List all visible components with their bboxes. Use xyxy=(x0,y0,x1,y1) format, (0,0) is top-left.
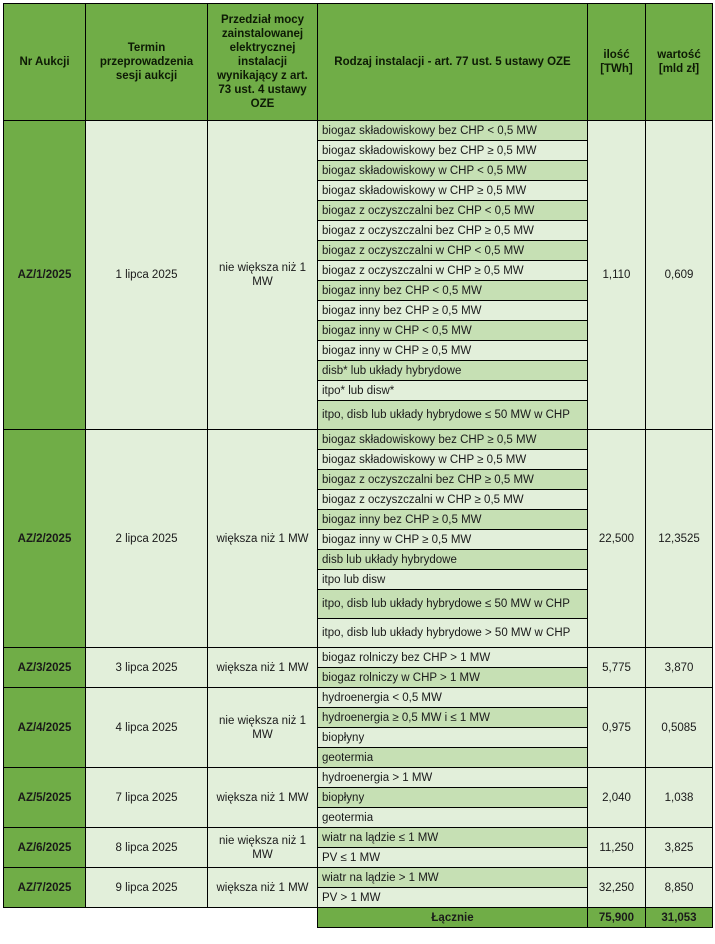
auction-quantity: 22,500 xyxy=(588,430,646,648)
auction-value: 0,5085 xyxy=(646,688,713,768)
table-row xyxy=(4,430,713,450)
auction-date: 1 lipca 2025 xyxy=(86,121,208,430)
installation-type: biogaz inny bez CHP ≥ 0,5 MW xyxy=(318,301,588,321)
installation-type: biogaz składowiskowy bez CHP < 0,5 MW xyxy=(318,121,588,141)
installation-type: itpo, disb lub układy hybrydowe ≤ 50 MW w CHP xyxy=(318,590,588,619)
installation-type: biogaz składowiskowy bez CHP ≥ 0,5 MW xyxy=(318,141,588,161)
total-label: Łącznie xyxy=(318,908,588,928)
auction-quantity: 11,250 xyxy=(588,828,646,868)
total-row xyxy=(4,908,713,928)
installation-type: wiatr na lądzie ≤ 1 MW xyxy=(318,828,588,848)
installation-type: itpo lub disw xyxy=(318,570,588,590)
installation-type: itpo, disb lub układy hybrydowe ≤ 50 MW w CHP xyxy=(318,401,588,430)
installation-type: biogaz z oczyszczalni bez CHP < 0,5 MW xyxy=(318,201,588,221)
installation-type: biogaz składowiskowy w CHP ≥ 0,5 MW xyxy=(318,181,588,201)
auction-id: AZ/3/2025 xyxy=(4,648,86,688)
installation-type: biopłyny xyxy=(318,788,588,808)
header-nr: Nr Aukcji xyxy=(4,4,86,121)
auction-quantity: 32,250 xyxy=(588,868,646,908)
installation-type: biogaz rolniczy bez CHP > 1 MW xyxy=(318,648,588,668)
header-przedzial: Przedział mocy zainstalowanej elektrycznej instalacji wynikający z art. 73 ust. 4 ustawy OZE xyxy=(208,4,318,121)
installation-type: disb* lub układy hybrydowe xyxy=(318,361,588,381)
auction-id: AZ/4/2025 xyxy=(4,688,86,768)
table-row xyxy=(4,828,713,848)
installation-type: biogaz składowiskowy bez CHP ≥ 0,5 MW xyxy=(318,430,588,450)
installation-type: biogaz inny w CHP < 0,5 MW xyxy=(318,321,588,341)
installation-type: disb lub układy hybrydowe xyxy=(318,550,588,570)
auction-quantity: 1,110 xyxy=(588,121,646,430)
auction-quantity: 5,775 xyxy=(588,648,646,688)
auction-value: 3,825 xyxy=(646,828,713,868)
installation-type: biogaz z oczyszczalni bez CHP ≥ 0,5 MW xyxy=(318,470,588,490)
total-value: 31,053 xyxy=(646,908,713,928)
auction-id: AZ/5/2025 xyxy=(4,768,86,828)
auction-id: AZ/2/2025 xyxy=(4,430,86,648)
auction-value: 3,870 xyxy=(646,648,713,688)
auction-value: 12,3525 xyxy=(646,430,713,648)
auction-power-range: nie większa niż 1 MW xyxy=(208,828,318,868)
installation-type: biogaz inny bez CHP < 0,5 MW xyxy=(318,281,588,301)
installation-type: hydroenergia ≥ 0,5 MW i ≤ 1 MW xyxy=(318,708,588,728)
installation-type: biogaz z oczyszczalni bez CHP ≥ 0,5 MW xyxy=(318,221,588,241)
installation-type: biopłyny xyxy=(318,728,588,748)
auction-date: 4 lipca 2025 xyxy=(86,688,208,768)
installation-type: geotermia xyxy=(318,808,588,828)
installation-type: hydroenergia > 1 MW xyxy=(318,768,588,788)
installation-type: biogaz z oczyszczalni w CHP ≥ 0,5 MW xyxy=(318,261,588,281)
installation-type: biogaz z oczyszczalni w CHP ≥ 0,5 MW xyxy=(318,490,588,510)
installation-type: biogaz składowiskowy w CHP ≥ 0,5 MW xyxy=(318,450,588,470)
auction-id: AZ/1/2025 xyxy=(4,121,86,430)
auction-power-range: większa niż 1 MW xyxy=(208,430,318,648)
auction-power-range: większa niż 1 MW xyxy=(208,648,318,688)
installation-type: biogaz inny w CHP ≥ 0,5 MW xyxy=(318,530,588,550)
installation-type: hydroenergia < 0,5 MW xyxy=(318,688,588,708)
auction-value: 8,850 xyxy=(646,868,713,908)
auction-date: 9 lipca 2025 xyxy=(86,868,208,908)
header-ilosc: ilość [TWh] xyxy=(588,4,646,121)
auction-table xyxy=(3,3,713,928)
total-quantity: 75,900 xyxy=(588,908,646,928)
table-body xyxy=(4,121,713,928)
header-row xyxy=(4,4,713,121)
auction-date: 3 lipca 2025 xyxy=(86,648,208,688)
installation-type: biogaz składowiskowy w CHP < 0,5 MW xyxy=(318,161,588,181)
installation-type: biogaz rolniczy w CHP > 1 MW xyxy=(318,668,588,688)
auction-value: 1,038 xyxy=(646,768,713,828)
auction-power-range: większa niż 1 MW xyxy=(208,868,318,908)
header-wartosc: wartość [mld zł] xyxy=(646,4,713,121)
auction-quantity: 0,975 xyxy=(588,688,646,768)
auction-power-range: większa niż 1 MW xyxy=(208,768,318,828)
auction-power-range: nie większa niż 1 MW xyxy=(208,121,318,430)
installation-type: biogaz z oczyszczalni w CHP < 0,5 MW xyxy=(318,241,588,261)
table-row xyxy=(4,768,713,788)
installation-type: PV > 1 MW xyxy=(318,888,588,908)
table-row xyxy=(4,648,713,668)
installation-type: geotermia xyxy=(318,748,588,768)
installation-type: wiatr na lądzie > 1 MW xyxy=(318,868,588,888)
auction-id: AZ/7/2025 xyxy=(4,868,86,908)
installation-type: PV ≤ 1 MW xyxy=(318,848,588,868)
installation-type: itpo* lub disw* xyxy=(318,381,588,401)
auction-id: AZ/6/2025 xyxy=(4,828,86,868)
installation-type: itpo, disb lub układy hybrydowe > 50 MW w CHP xyxy=(318,619,588,648)
auction-power-range: nie większa niż 1 MW xyxy=(208,688,318,768)
header-rodzaj: Rodzaj instalacji - art. 77 ust. 5 ustawy OZE xyxy=(318,4,588,121)
installation-type: biogaz inny bez CHP ≥ 0,5 MW xyxy=(318,510,588,530)
auction-date: 7 lipca 2025 xyxy=(86,768,208,828)
auction-date: 2 lipca 2025 xyxy=(86,430,208,648)
table-row xyxy=(4,868,713,888)
auction-value: 0,609 xyxy=(646,121,713,430)
table-row xyxy=(4,688,713,708)
installation-type: biogaz inny w CHP ≥ 0,5 MW xyxy=(318,341,588,361)
auction-date: 8 lipca 2025 xyxy=(86,828,208,868)
table-row xyxy=(4,121,713,141)
header-termin: Termin przeprowadzenia sesji aukcji xyxy=(86,4,208,121)
auction-quantity: 2,040 xyxy=(588,768,646,828)
